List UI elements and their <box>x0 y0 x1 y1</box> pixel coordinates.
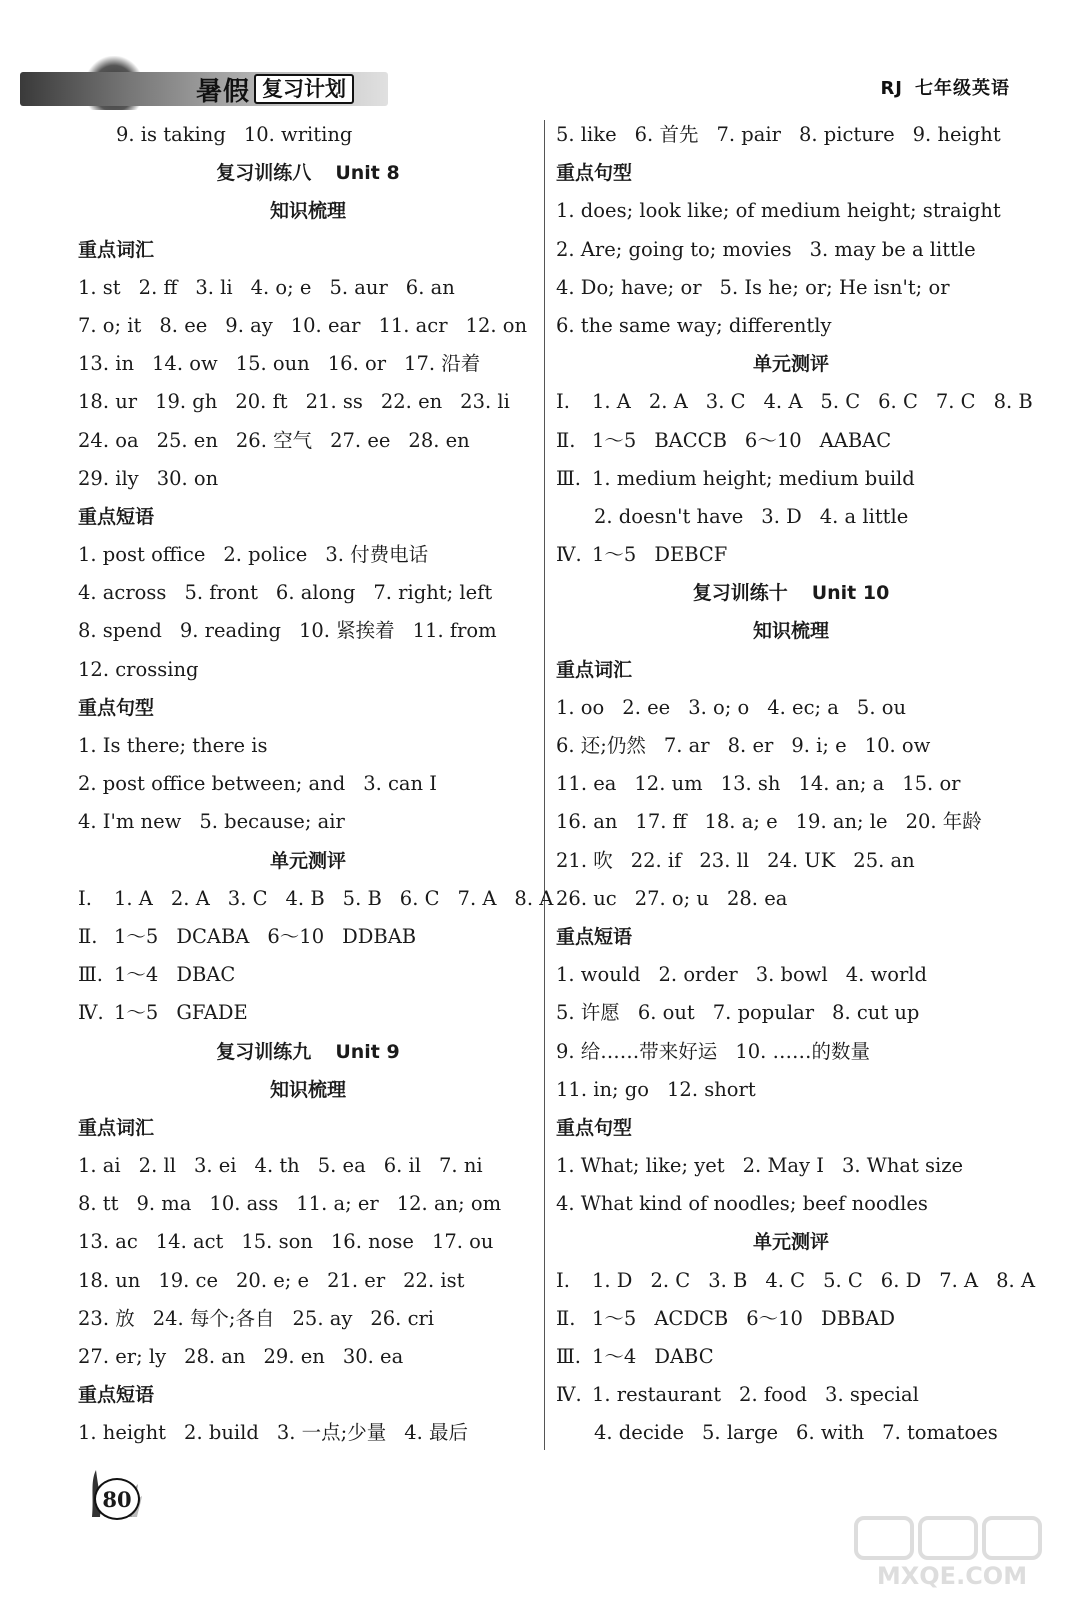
roman-numeral: Ⅳ. <box>556 1383 582 1407</box>
answer-item: 7. pair <box>716 123 781 146</box>
answer-item: 3. ei <box>193 1154 237 1178</box>
answer-item: 1. st <box>78 275 121 299</box>
answer-item: 3. C <box>227 886 268 910</box>
answer-item: 5. C <box>820 390 861 414</box>
answer-line <box>556 880 1026 918</box>
section-title <box>556 345 1026 383</box>
answer-line <box>78 1300 538 1338</box>
grade-subject-label: 七年级英语 <box>915 78 1010 99</box>
answer-line <box>78 1338 538 1376</box>
answer-item: 1. would <box>556 963 641 987</box>
answer-item: 3. What size <box>841 1154 964 1178</box>
answer-item: 1～5 <box>114 1001 159 1025</box>
answer-item: 12. short <box>667 1077 756 1101</box>
test-answer-line <box>78 880 554 918</box>
answer-item: 20. e; e <box>236 1268 310 1292</box>
subsection-heading: 重点词汇 <box>78 238 155 261</box>
edition-label: RJ <box>880 78 903 99</box>
answer-item: 28. ea <box>726 886 788 910</box>
answer-item: 3. special <box>825 1383 919 1407</box>
answer-item: 19. gh <box>155 390 218 414</box>
answer-item: 6. with <box>796 1421 865 1445</box>
answer-item: 1. oo <box>556 695 605 719</box>
test-answer-line <box>78 994 538 1032</box>
answer-item: 7. o; it <box>78 313 142 337</box>
answer-item: 2. doesn't have <box>594 504 744 528</box>
answer-item: 7. right; left <box>373 581 493 605</box>
answer-item: 13. sh <box>720 772 781 796</box>
answer-line <box>556 727 1026 765</box>
answer-item: AABAC <box>819 428 892 452</box>
answer-item: 10. writing <box>243 123 353 146</box>
answer-item: 22. if <box>630 848 682 872</box>
answer-line <box>78 1262 538 1300</box>
answer-line <box>78 307 538 345</box>
answer-line <box>556 116 1026 154</box>
answer-item: 15. or <box>902 772 961 796</box>
answer-item: 3. D <box>761 504 802 528</box>
answer-item: 2. ll <box>138 1154 176 1178</box>
banner-main: 暑假 <box>196 76 251 107</box>
answer-item: 2. order <box>658 963 738 987</box>
answer-item: 27. er; ly <box>78 1345 167 1368</box>
answer-item: 5. aur <box>329 275 388 299</box>
answer-item: 16. or <box>327 352 387 376</box>
answer-line <box>78 727 538 765</box>
section-title <box>78 192 538 230</box>
roman-numeral: Ⅱ. <box>78 924 98 948</box>
answer-item: 4. across <box>78 581 167 605</box>
section-title <box>78 1071 538 1109</box>
section-title-text: 复习训练八 <box>216 162 312 185</box>
subsection-heading: 重点短语 <box>78 1384 155 1407</box>
answer-item: 5. B <box>342 886 382 910</box>
answer-line <box>556 689 1026 727</box>
answer-item: 18. a; e <box>704 810 778 834</box>
answer-item: 22. en <box>380 390 443 414</box>
roman-numeral: Ⅰ. <box>78 886 92 910</box>
page-number: 80 <box>94 1478 140 1520</box>
answer-item: 5. C <box>823 1268 863 1292</box>
answer-item: 8. B <box>993 390 1033 414</box>
answer-item: 18. ur <box>78 390 138 414</box>
answer-line <box>78 612 538 650</box>
section-title <box>556 612 1026 650</box>
answer-item: 9. height <box>912 123 1001 146</box>
answer-item: 5. front <box>184 581 258 605</box>
answer-line <box>556 192 1026 230</box>
answer-item: 5. because; air <box>199 810 345 834</box>
answer-item: 26. cri <box>370 1306 435 1330</box>
test-answer-line <box>556 422 1026 460</box>
answer-line <box>556 1185 1026 1223</box>
answer-item: 1. does; look like; of medium height; straight <box>556 199 1001 223</box>
roman-numeral: Ⅲ. <box>556 466 582 490</box>
answer-line <box>556 842 1026 880</box>
answer-item: 5. Is he; or; He isn't; or <box>719 275 950 299</box>
watermark-text: MXQE.COM <box>876 1562 1028 1590</box>
answer-line <box>556 1414 1026 1452</box>
banner-sub: 复习计划 <box>254 74 354 104</box>
answer-item: 4. A <box>763 390 803 414</box>
answer-item: 6～10 <box>744 428 802 452</box>
unit-label: Unit 10 <box>811 582 890 605</box>
answer-item: 7. A <box>457 886 497 910</box>
answer-item: 23. li <box>460 390 510 414</box>
test-answer-line <box>556 1376 1026 1414</box>
answer-item: 24. 每个;各自 <box>152 1306 275 1330</box>
answer-item: 2. food <box>739 1383 808 1407</box>
answer-item: 17. 沿着 <box>404 352 481 376</box>
answer-item: 3. C <box>705 390 746 414</box>
answer-item: 7. ar <box>663 734 710 757</box>
answer-item: 8. ee <box>159 313 208 337</box>
answer-item: 4. Do; have; or <box>556 275 702 299</box>
answer-line <box>78 536 538 574</box>
answer-item: 3. o; o <box>688 695 750 719</box>
subsection-heading: 重点句型 <box>78 696 155 719</box>
section-title-text: 单元测评 <box>269 849 346 872</box>
unit-label: Unit 8 <box>335 162 400 185</box>
answer-item: 7. A <box>939 1268 979 1292</box>
answer-item: 21. 吹 <box>556 848 613 872</box>
answer-item: 18. un <box>78 1268 141 1292</box>
answer-item: 6. D <box>880 1268 922 1292</box>
answer-item: 19. ce <box>158 1268 218 1292</box>
answer-item: 4. What kind of noodles; beef noodles <box>556 1192 928 1216</box>
answer-item: 1. ai <box>78 1154 121 1178</box>
answer-item: DABC <box>654 1345 714 1368</box>
answer-item: 23. 放 <box>78 1306 135 1330</box>
answer-item: 14. ow <box>152 352 218 376</box>
answer-item: 10. ow <box>864 734 931 757</box>
answer-item: 5. like <box>556 123 617 146</box>
answer-item: 2. C <box>650 1268 691 1292</box>
answer-item: 7. C <box>935 390 976 414</box>
answer-item: 16. nose <box>330 1230 414 1254</box>
roman-numeral: Ⅱ. <box>556 1306 576 1330</box>
section-title-text: 复习训练九 <box>216 1040 312 1063</box>
answer-item: 5. ea <box>317 1154 366 1178</box>
answer-item: 3. B <box>708 1268 748 1292</box>
answer-line <box>78 269 538 307</box>
answer-item: 5. ou <box>856 695 907 719</box>
answer-item: 24. oa <box>78 428 139 452</box>
answer-item: 2. A <box>170 886 210 910</box>
answer-item: 9. ma <box>136 1192 192 1216</box>
test-answer-line <box>556 383 1033 421</box>
answer-item: 6～10 <box>746 1306 803 1330</box>
answer-item: 2. police <box>223 543 308 567</box>
answer-line <box>78 460 538 498</box>
section-title-text: 知识梳理 <box>269 1078 346 1101</box>
answer-item: DBAC <box>176 963 236 987</box>
answer-item: 11. from <box>412 619 497 643</box>
answer-item: 1～5 <box>592 428 637 452</box>
answer-item: 12. an; om <box>396 1192 502 1216</box>
answer-line <box>78 1147 538 1185</box>
roman-numeral: Ⅱ. <box>556 428 576 452</box>
banner-title <box>196 74 354 107</box>
answer-item: 11. acr <box>378 313 448 337</box>
answer-item: 17. ff <box>635 810 687 834</box>
subsection-heading: 重点词汇 <box>78 1116 155 1139</box>
answer-item: 12. crossing <box>78 657 199 681</box>
column-divider <box>544 120 545 1450</box>
answer-line <box>556 498 1026 536</box>
answer-item: 8. spend <box>78 619 162 643</box>
answer-item: 9. reading <box>179 619 281 643</box>
answer-item: 2. Are; going to; movies <box>556 237 792 261</box>
answer-item: 3. 一点;少量 <box>276 1421 387 1445</box>
answer-item: DBBAD <box>820 1306 895 1330</box>
answer-item: 1. A <box>114 886 153 910</box>
roman-numeral: Ⅰ. <box>556 1268 570 1292</box>
test-answer-line <box>556 1338 1026 1376</box>
roman-numeral: Ⅳ. <box>78 1001 104 1025</box>
answer-item: ACDCB <box>654 1306 729 1330</box>
section-title <box>78 154 538 192</box>
roman-numeral: Ⅳ. <box>556 543 582 567</box>
answer-item: 1～5 <box>592 543 637 567</box>
section-title-text: 单元测评 <box>752 353 829 376</box>
answer-item: 20. 年龄 <box>905 810 982 834</box>
answer-item: 15. son <box>241 1230 313 1254</box>
roman-numeral: Ⅲ. <box>78 963 104 987</box>
section-title <box>556 574 1026 612</box>
answer-line <box>78 1185 538 1223</box>
answer-line <box>556 269 1026 307</box>
answer-item: 8. tt <box>78 1192 119 1216</box>
subsection-heading: 重点短语 <box>78 505 155 528</box>
answer-item: 7. popular <box>712 1001 815 1025</box>
section-title <box>78 842 538 880</box>
answer-line <box>78 1414 538 1452</box>
answer-item: 10. 紧挨着 <box>298 619 395 643</box>
answer-item: 23. ll <box>699 848 750 872</box>
answer-item: 13. ac <box>78 1230 138 1254</box>
answer-line <box>556 231 1026 269</box>
answer-item: 3. can I <box>363 772 437 796</box>
answer-item: 17. ou <box>431 1230 494 1254</box>
answer-item: 6～10 <box>267 924 325 948</box>
roman-numeral: Ⅲ. <box>556 1345 582 1368</box>
answer-item: 4. B <box>285 886 325 910</box>
subsection-heading: 重点短语 <box>556 925 633 948</box>
test-answer-line <box>556 536 1026 574</box>
answer-item: 2. May I <box>742 1154 824 1178</box>
answer-item: 21. er <box>327 1268 386 1292</box>
section-title-text: 知识梳理 <box>269 200 346 223</box>
answer-item: 4. C <box>765 1268 806 1292</box>
test-answer-line <box>78 918 538 956</box>
answer-item: 2. ff <box>138 275 178 299</box>
answer-line <box>556 307 1026 345</box>
answer-item: 11. a; er <box>296 1192 379 1216</box>
answer-item: 10. ass <box>209 1192 279 1216</box>
answer-item: 28. an <box>184 1345 246 1368</box>
answer-item: 12. um <box>634 772 703 796</box>
answer-item: 1. medium height; medium build <box>592 466 915 490</box>
left-column <box>78 116 554 1453</box>
answer-item: 9. is taking <box>116 123 226 146</box>
test-answer-line <box>556 460 1026 498</box>
subsection-heading: 重点句型 <box>556 162 633 185</box>
subsection-heading: 重点词汇 <box>556 658 633 681</box>
answer-item: 29. en <box>263 1345 325 1368</box>
answer-item: 11. ea <box>556 772 617 796</box>
answer-item: 15. oun <box>235 352 310 376</box>
section-title <box>78 1033 538 1071</box>
answer-item: 25. an <box>853 848 915 872</box>
roman-numeral: Ⅰ. <box>556 390 570 414</box>
answer-item: 1. restaurant <box>592 1383 722 1407</box>
answer-line <box>556 994 1026 1032</box>
answer-item: 28. en <box>408 428 470 452</box>
answer-item: 1. Is there; there is <box>78 734 268 757</box>
answer-item: 3. may be a little <box>809 237 976 261</box>
answer-item: 10. ear <box>290 313 361 337</box>
answer-item: 19. an; le <box>795 810 888 834</box>
answer-item: 1～5 <box>592 1306 637 1330</box>
answer-item: 7. tomatoes <box>882 1421 998 1445</box>
answer-item: 24. UK <box>767 848 836 872</box>
answer-item: 6. il <box>383 1154 422 1178</box>
answer-item: 8. A <box>996 1268 1036 1292</box>
test-answer-line <box>556 1262 1036 1300</box>
answer-item: 10. ……的数量 <box>735 1039 871 1063</box>
answer-item: 2. post office between; and <box>78 772 346 796</box>
answer-item: 22. ist <box>403 1268 465 1292</box>
answer-item: DEBCF <box>654 543 728 567</box>
answer-item: 4. I'm new <box>78 810 182 834</box>
answer-item: 4. world <box>845 963 927 987</box>
answer-item: 5. 许愿 <box>556 1001 620 1025</box>
answer-item: 27. ee <box>330 428 391 452</box>
answer-line <box>556 1147 1026 1185</box>
answer-item: 30. ea <box>342 1345 404 1368</box>
answer-item: 4. o; e <box>250 275 312 299</box>
answer-line <box>556 765 1026 803</box>
unit-label: Unit 9 <box>335 1040 400 1063</box>
answer-line <box>556 803 1026 841</box>
answer-item: DDBAB <box>342 924 417 948</box>
answer-item: 13. in <box>78 352 135 376</box>
answer-item: 8. A <box>514 886 554 910</box>
answer-item: 1～4 <box>114 963 159 987</box>
answer-item: 1～5 <box>114 924 159 948</box>
answer-item: 7. ni <box>439 1154 483 1178</box>
answer-item: 1. height <box>78 1421 167 1445</box>
answer-line <box>78 422 538 460</box>
answer-line <box>556 1071 1026 1109</box>
section-title-text: 复习训练十 <box>692 582 788 605</box>
answer-item: 25. en <box>156 428 218 452</box>
answer-item: 6. out <box>637 1001 695 1025</box>
answer-item: 1～4 <box>592 1345 637 1368</box>
answer-item: 4. ec; a <box>767 695 839 719</box>
answer-item: 14. an; a <box>798 772 885 796</box>
header-info <box>880 74 1010 100</box>
answer-line <box>78 383 538 421</box>
answer-item: 3. li <box>195 275 233 299</box>
subsection-heading: 重点句型 <box>556 1116 633 1139</box>
answer-item: 14. act <box>155 1230 224 1254</box>
answer-item: 2. ee <box>622 695 671 719</box>
answer-line <box>78 651 538 689</box>
answer-item: 2. build <box>184 1421 259 1445</box>
answer-item: 6. 首先 <box>634 123 699 146</box>
answer-item: 6. along <box>275 581 356 605</box>
answer-item: 4. a little <box>819 504 909 528</box>
answer-item: 6. C <box>878 390 918 414</box>
answer-watermark-icon <box>852 1514 1052 1590</box>
answer-item: 20. ft <box>235 390 288 414</box>
answer-item: 6. an <box>405 275 455 299</box>
section-title <box>556 1223 1026 1261</box>
answer-item: DCABA <box>176 924 250 948</box>
answer-item: 1. D <box>592 1268 633 1292</box>
answer-item: 12. on <box>465 313 528 337</box>
answer-item: 26. uc <box>556 886 617 910</box>
answer-item: 6. 还;仍然 <box>556 734 646 757</box>
answer-item: 4. th <box>254 1154 300 1178</box>
answer-line <box>78 574 538 612</box>
answer-item: 1. post office <box>78 543 206 567</box>
answer-line <box>78 1223 538 1261</box>
answer-item: 11. in; go <box>556 1077 649 1101</box>
answer-line <box>78 116 538 154</box>
answer-item: 2. A <box>648 390 688 414</box>
section-title-text: 单元测评 <box>752 1231 829 1254</box>
section-title-text: 知识梳理 <box>752 620 829 643</box>
answer-item: 4. 最后 <box>404 1421 469 1445</box>
answer-line <box>78 345 538 383</box>
answer-item: 9. 给……带来好运 <box>556 1039 718 1063</box>
answer-item: 6. the same way; differently <box>556 313 832 337</box>
answer-item: BACCB <box>654 428 727 452</box>
answer-item: 26. 空气 <box>235 428 313 452</box>
answer-item: 29. ily <box>78 466 139 490</box>
test-answer-line <box>78 956 538 994</box>
answer-line <box>556 956 1026 994</box>
answer-line <box>78 765 538 803</box>
answer-line <box>556 1033 1026 1071</box>
answer-item: 9. ay <box>225 313 273 337</box>
answer-item: 1. What; like; yet <box>556 1154 725 1178</box>
answer-item: 16. an <box>556 810 618 834</box>
test-answer-line <box>556 1300 1026 1338</box>
answer-item: 30. on <box>156 466 219 490</box>
answer-line <box>78 803 538 841</box>
answer-item: 27. o; u <box>634 886 709 910</box>
answer-item: 3. 付费电话 <box>325 543 429 567</box>
right-column <box>556 116 1036 1453</box>
answer-item: 9. i; e <box>791 734 847 757</box>
answer-item: 21. ss <box>305 390 363 414</box>
answer-item: 4. decide <box>594 1421 685 1445</box>
answer-item: GFADE <box>176 1001 248 1025</box>
answer-item: 25. ay <box>292 1306 353 1330</box>
answer-item: 8. picture <box>798 123 895 146</box>
answer-item: 5. large <box>702 1421 779 1445</box>
answer-item: 6. C <box>399 886 440 910</box>
answer-item: 1. A <box>592 390 631 414</box>
answer-item: 8. er <box>727 734 774 757</box>
answer-item: 8. cut up <box>832 1001 920 1025</box>
answer-item: 3. bowl <box>755 963 828 987</box>
